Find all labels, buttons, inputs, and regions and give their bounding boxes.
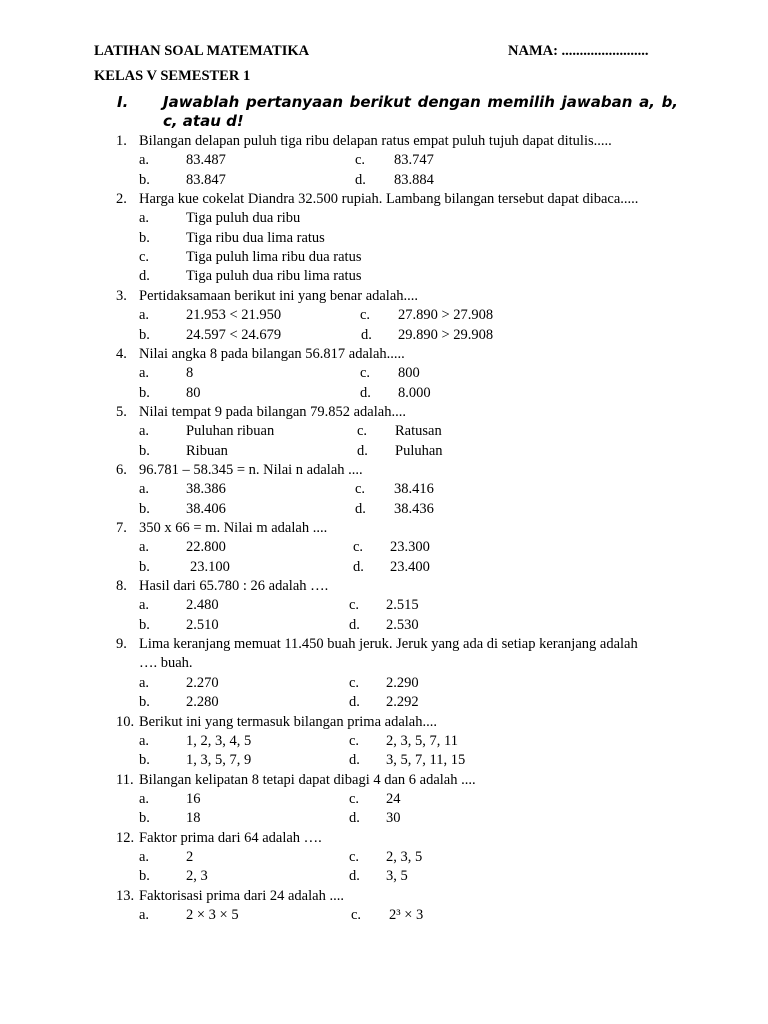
question-row — [0, 132, 768, 151]
question-row — [0, 713, 768, 732]
question-text: Faktor prima dari 64 adalah …. — [139, 829, 322, 846]
question-row — [0, 519, 768, 538]
question-number: 2. — [116, 191, 127, 208]
option-row — [0, 267, 768, 286]
option-row — [0, 248, 768, 267]
option-row — [0, 751, 768, 770]
option-label-a: a. — [139, 307, 150, 324]
question-number: 8. — [116, 578, 127, 595]
option-label-b: b. — [139, 694, 150, 711]
option-b: 23.100 — [190, 558, 230, 575]
option-label-c: c. — [349, 674, 360, 691]
option-b: 80 — [186, 384, 201, 401]
option-label-c: c. — [353, 539, 364, 556]
option-d: 8.000 — [398, 384, 431, 401]
option-label-c: c. — [349, 732, 360, 749]
option-c: 800 — [398, 365, 420, 382]
option-a: 8 — [186, 365, 194, 382]
question-row — [0, 577, 768, 596]
option-label-a: a. — [139, 597, 150, 614]
option-row — [0, 674, 768, 693]
option-c: Ratusan — [395, 423, 442, 440]
option-label-b: b. — [139, 868, 150, 885]
section-number: I. — [117, 93, 129, 111]
option-row — [0, 480, 768, 499]
option-label-d: d. — [349, 752, 360, 769]
option-d: 30 — [386, 810, 401, 827]
option-label-b: b. — [139, 229, 150, 246]
option-label-d: d. — [355, 171, 366, 188]
option-row — [0, 790, 768, 809]
option-label-b: b. — [139, 384, 150, 401]
option-b: 18 — [186, 810, 201, 827]
question-row — [0, 345, 768, 364]
question-number: 10. — [116, 713, 135, 730]
question-row — [0, 190, 768, 209]
option-row — [0, 558, 768, 577]
option-row — [0, 422, 768, 441]
option-c: 2, 3, 5, 7, 11 — [386, 732, 458, 749]
question-text: Bilangan kelipatan 8 tetapi dapat dibagi 4 dan 6 adalah .... — [139, 771, 476, 788]
option-row — [0, 209, 768, 228]
option-row — [0, 151, 768, 170]
option-label-c: c. — [349, 597, 360, 614]
question-number: 6. — [116, 461, 127, 478]
question-text: Bilangan delapan puluh tiga ribu delapan ratus empat puluh tujuh dapat ditulis..... — [139, 133, 612, 149]
option-row — [0, 306, 768, 325]
option-label-c: c. — [360, 365, 371, 382]
option-label-c: c. — [355, 152, 366, 169]
question-number: 5. — [116, 403, 127, 420]
option-label-d: d. — [357, 442, 368, 459]
option-label-a: a. — [139, 423, 150, 440]
option-label-a: a. — [139, 365, 150, 382]
option-c: 83.747 — [394, 152, 434, 169]
option-label-b: b. — [139, 810, 150, 827]
option-row — [0, 500, 768, 519]
section-instruction: Jawablah pertanyaan berikut dengan memilih jawaban a, b, c, atau d! — [163, 93, 678, 130]
question-number: 9. — [116, 636, 127, 653]
question-text: 350 x 66 = m. Nilai m adalah .... — [139, 520, 328, 536]
option-label-b: b. — [139, 616, 150, 633]
option-d: 3, 5 — [386, 868, 408, 885]
option-d: 2.292 — [386, 694, 419, 711]
option-row — [0, 364, 768, 383]
option-a: 21.953 < 21.950 — [186, 307, 282, 324]
option-d: 29.890 > 29.908 — [398, 326, 494, 343]
option-label-c: c. — [355, 481, 366, 498]
option-a: 83.487 — [186, 152, 226, 169]
option-label-d: d. — [139, 268, 150, 285]
question-text: Faktorisasi prima dari 24 adalah .... — [139, 887, 344, 904]
option-b: Tiga ribu dua lima ratus — [186, 229, 325, 246]
option-label-c: c. — [351, 907, 362, 923]
question-row — [0, 771, 768, 790]
option-b: Ribuan — [186, 442, 228, 459]
option-c: 2, 3, 5 — [386, 848, 423, 865]
option-b: 2.510 — [186, 616, 219, 633]
option-row — [0, 171, 768, 190]
question-row — [0, 287, 768, 306]
option-b: 2, 3 — [186, 868, 208, 885]
option-label-a: a. — [139, 152, 150, 169]
option-label-c: c. — [360, 307, 371, 324]
option-a: 2 × 3 × 5 — [186, 907, 239, 923]
question-text: Harga kue cokelat Diandra 32.500 rupiah. Lambang bilangan tersebut dapat dibaca..... — [139, 191, 639, 208]
option-label-b: b. — [139, 558, 150, 575]
option-c: 2.515 — [386, 597, 419, 614]
option-row — [0, 867, 768, 886]
question-row — [0, 635, 768, 654]
option-b: 1, 3, 5, 7, 9 — [186, 752, 252, 769]
question-text: Lima keranjang memuat 11.450 buah jeruk. Jeruk yang ada di setiap keranjang adalah — [139, 636, 638, 653]
option-label-a: a. — [139, 539, 150, 556]
option-row — [0, 442, 768, 461]
option-d: 3, 5, 7, 11, 15 — [386, 752, 466, 769]
option-row — [0, 229, 768, 248]
option-label-a: a. — [139, 674, 150, 691]
option-d: 23.400 — [390, 558, 430, 575]
question-number: 12. — [116, 829, 135, 846]
option-a: 1, 2, 3, 4, 5 — [186, 732, 252, 749]
option-row — [0, 384, 768, 403]
option-label-d: d. — [349, 616, 360, 633]
option-b: 83.847 — [186, 171, 226, 188]
option-c: 38.416 — [394, 481, 434, 498]
option-label-a: a. — [139, 790, 150, 807]
option-b: 2.280 — [186, 694, 219, 711]
option-label-b: b. — [139, 171, 150, 188]
option-label-a: a. — [139, 907, 150, 923]
option-label-d: d. — [349, 868, 360, 885]
option-d: Tiga puluh dua ribu lima ratus — [186, 268, 362, 285]
option-row — [0, 906, 768, 925]
question-number: 1. — [116, 133, 127, 149]
question-row — [0, 829, 768, 848]
option-label-d: d. — [349, 694, 360, 711]
option-label-a: a. — [139, 848, 150, 865]
class-semester-label: KELAS V SEMESTER 1 — [94, 68, 251, 84]
question-text: 96.781 – 58.345 = n. Nilai n adalah .... — [139, 461, 363, 478]
option-row — [0, 848, 768, 867]
option-c: Tiga puluh lima ribu dua ratus — [186, 249, 362, 266]
option-row — [0, 732, 768, 751]
option-label-c: c. — [349, 848, 360, 865]
option-d: Puluhan — [395, 442, 443, 459]
question-number: 3. — [116, 287, 127, 304]
question-row — [0, 403, 768, 422]
question-text-line2: …. buah. — [139, 655, 193, 672]
option-d: 2.530 — [386, 616, 419, 633]
option-a: 2.270 — [186, 674, 219, 691]
question-number: 11. — [116, 771, 134, 788]
option-label-d: d. — [355, 500, 366, 517]
question-row — [0, 887, 768, 906]
option-label-d: d. — [360, 384, 371, 401]
option-label-c: c. — [139, 249, 150, 266]
option-label-c: c. — [349, 790, 360, 807]
worksheet-title: LATIHAN SOAL MATEMATIKA — [94, 43, 310, 59]
option-label-c: c. — [357, 423, 368, 440]
question-text: Nilai tempat 9 pada bilangan 79.852 adalah.... — [139, 403, 406, 420]
option-label-b: b. — [139, 326, 150, 343]
option-label-b: b. — [139, 500, 150, 517]
option-c: 23.300 — [390, 539, 430, 556]
option-a: 2 — [186, 848, 194, 865]
option-label-a: a. — [139, 481, 150, 498]
question-text: Berikut ini yang termasuk bilangan prima adalah.... — [139, 713, 437, 730]
option-label-a: a. — [139, 732, 150, 749]
option-row — [0, 596, 768, 615]
question-row — [0, 461, 768, 480]
option-a: 2.480 — [186, 597, 219, 614]
option-a: 22.800 — [186, 539, 226, 556]
option-row — [0, 693, 768, 712]
option-label-d: d. — [361, 326, 372, 343]
option-c: 27.890 > 27.908 — [398, 307, 494, 324]
name-field-label: NAMA: ........................ — [508, 43, 649, 59]
option-a: 16 — [186, 790, 201, 807]
option-label-b: b. — [139, 752, 150, 769]
question-text: Pertidaksamaan berikut ini yang benar adalah.... — [139, 287, 419, 304]
option-label-b: b. — [139, 442, 150, 459]
option-label-d: d. — [353, 558, 364, 575]
option-d: 83.884 — [394, 171, 434, 188]
option-row — [0, 809, 768, 828]
option-a: Tiga puluh dua ribu — [186, 210, 301, 227]
question-text: Nilai angka 8 pada bilangan 56.817 adalah..... — [139, 345, 405, 362]
question-number: 7. — [116, 520, 127, 536]
option-c: 2³ × 3 — [389, 907, 424, 923]
option-b: 24.597 < 24.679 — [186, 326, 282, 343]
option-a: Puluhan ribuan — [186, 423, 275, 440]
option-row — [0, 538, 768, 557]
option-c: 24 — [386, 790, 401, 807]
option-b: 38.406 — [186, 500, 226, 517]
question-text: Hasil dari 65.780 : 26 adalah …. — [139, 578, 329, 595]
option-row — [0, 326, 768, 345]
option-label-a: a. — [139, 210, 150, 227]
question-text-continued — [0, 654, 768, 673]
option-d: 38.436 — [394, 500, 434, 517]
question-number: 4. — [116, 345, 127, 362]
question-number: 13. — [116, 887, 135, 904]
option-c: 2.290 — [386, 674, 419, 691]
option-a: 38.386 — [186, 481, 226, 498]
option-label-d: d. — [349, 810, 360, 827]
option-row — [0, 616, 768, 635]
